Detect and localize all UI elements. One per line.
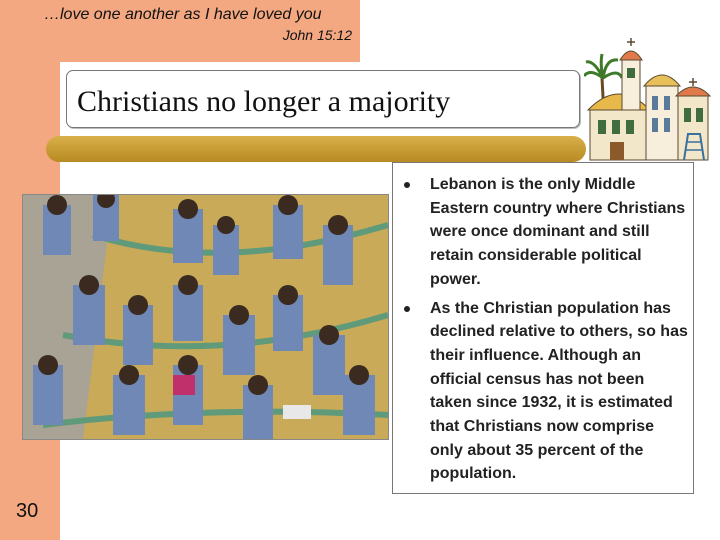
bullet-list	[393, 173, 693, 486]
bible-quote: …love one another as I have loved you	[44, 6, 322, 23]
slide-title: Christians no longer a majority	[77, 85, 451, 118]
bullet-item	[393, 173, 693, 292]
photo-image	[23, 195, 388, 439]
bullet-text-box	[392, 162, 694, 494]
bullet-item	[393, 297, 693, 487]
title-box	[66, 70, 580, 128]
schoolchildren-photo	[22, 194, 389, 440]
bullet-text: Lebanon is the only Middle Eastern country where Christians were once dominant and still retain considerable political power.	[430, 176, 686, 288]
page-number: 30	[16, 500, 39, 522]
bible-reference: John 15:12	[282, 27, 352, 43]
bullet-text: As the Christian population has declined relative to others, so has their influence. Although an official census has not been taken since 1932, it is estimated that Christians now comprise only about 35 percent of the population.	[430, 299, 688, 483]
bullet-icon	[404, 182, 410, 188]
title-underline-bar	[46, 136, 586, 162]
bullet-icon	[404, 306, 410, 312]
church-icon	[584, 38, 714, 164]
